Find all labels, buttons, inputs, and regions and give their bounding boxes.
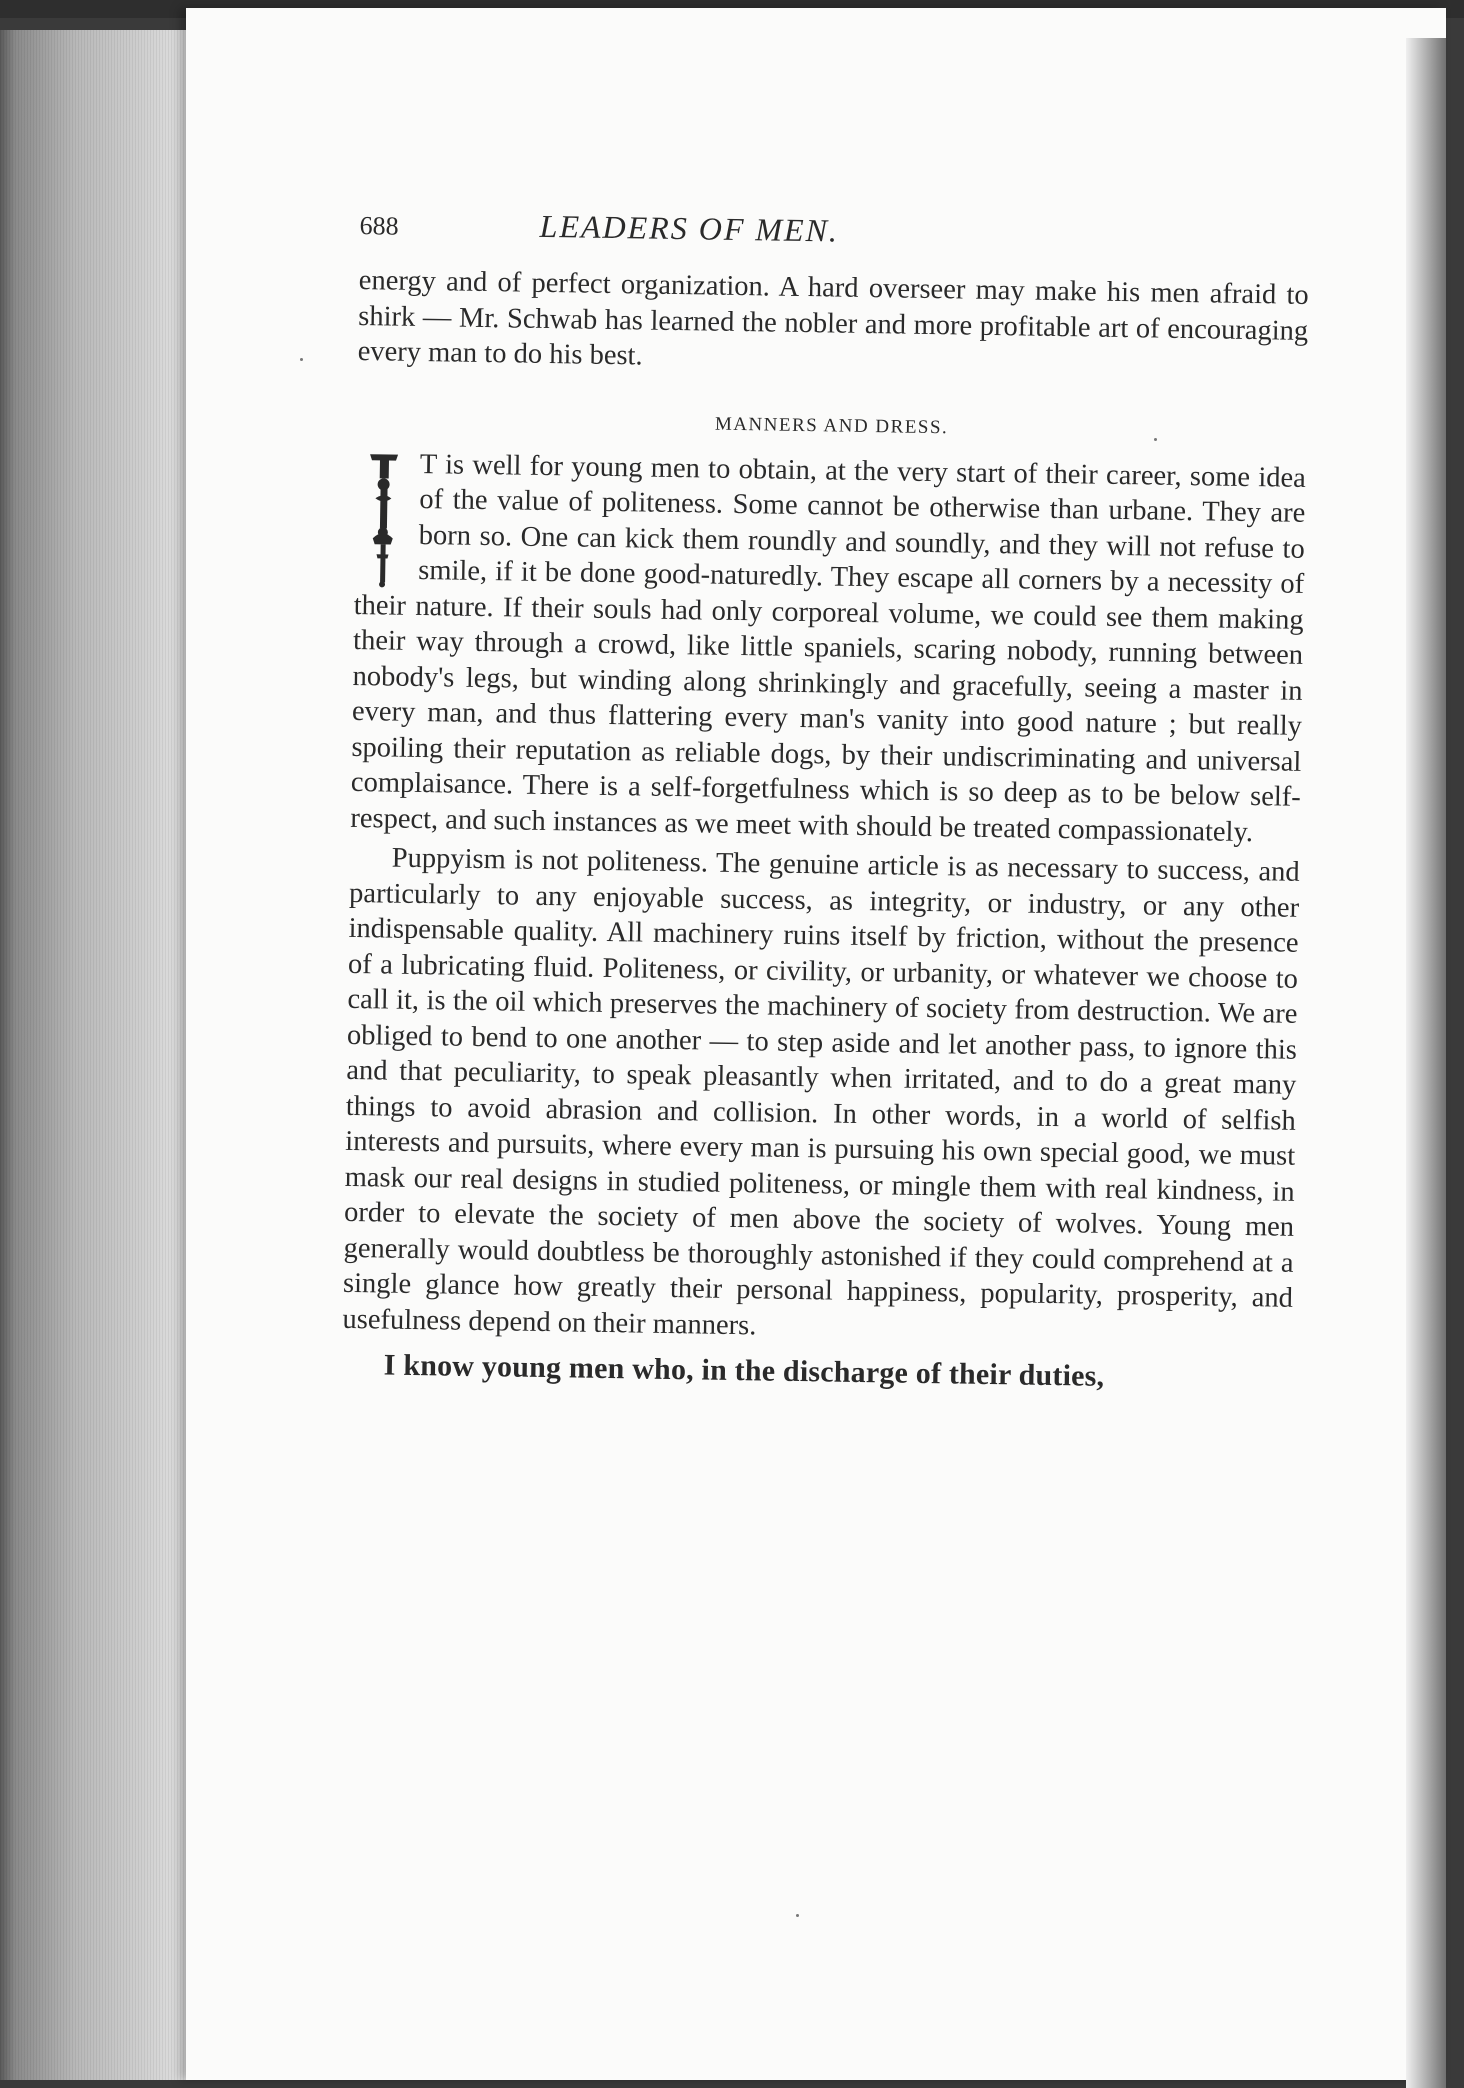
final-line: I know young men who, in the discharge of their duties, [383, 1348, 1105, 1393]
section-heading: MANNERS AND DRESS. [714, 413, 949, 438]
book-gutter-shadow [1406, 38, 1446, 2088]
ornamental-dropcap [354, 447, 412, 588]
page-number: 688 [359, 210, 399, 241]
scan-speck [796, 1914, 799, 1917]
book-page-edges [0, 30, 190, 2080]
page-content [342, 205, 1310, 1397]
running-title: LEADERS OF MEN. [539, 207, 840, 249]
scan-speck [300, 358, 303, 361]
second-paragraph: Puppyism is not politeness. The genuine article is as necessary to success, and particularly to any enjoyable success, as integrity, or industry, or any other indispensable quality. All machinery ruins itself by friction, without the presence of a lubricating fluid. Politeness, or civility, or urbanity, or whatever we choose to call it, is the oil which preserves the machinery of society from destruction. We are obliged to bend to one another — to step aside and let another pass, to ignore this and that peculiarity, to speak pleasantly when irritated, and to do a great many things to avoid abrasion and collision. In other words, in a world of selfish interests and pursuits, where every man is pursuing his own special good, we must mask our real designs in studied politeness, or mingle them with real kindness, in order to elevate the society of men above the society of wolves. Young men generally would doubtless be thoroughly astonished if they could comprehend at a single glance how greatly their personal happiness, popularity, prosperity, and usefulness depend on their manners. [342, 842, 1300, 1341]
carryover-paragraph: energy and of perfect organization. A hard overseer may make his men afraid to shirk — Mr. Schwab has learned the nobler and more profitable art of encouraging every man to do his best. [357, 264, 1309, 372]
opening-paragraph: T is well for young men to obtain, at the very start of their career, some idea of the value of politeness. Some cannot be otherwise than urbane. They are born so. One can kick them roundly and soundly, and they will not refuse to smile, if it be done good-naturedly. They escape all corners by a necessity of their nature. If their souls had only corporeal volume, we could see them making their way through a crowd, like little spaniels, scaring nobody, running between nobody's legs, but winding along shrinkingly and gracefully, seeing a master in every man, and thus flattering every man's vanity into good nature ; but really spoiling their reputation as reliable dogs, by their undiscriminating and universal complaisance. There is a self-forgetfulness which is so deep as to be below self-respect, and such instances as we meet with should be treated compassionately. [350, 448, 1307, 848]
dropcap-i-ornament-icon [354, 447, 412, 588]
